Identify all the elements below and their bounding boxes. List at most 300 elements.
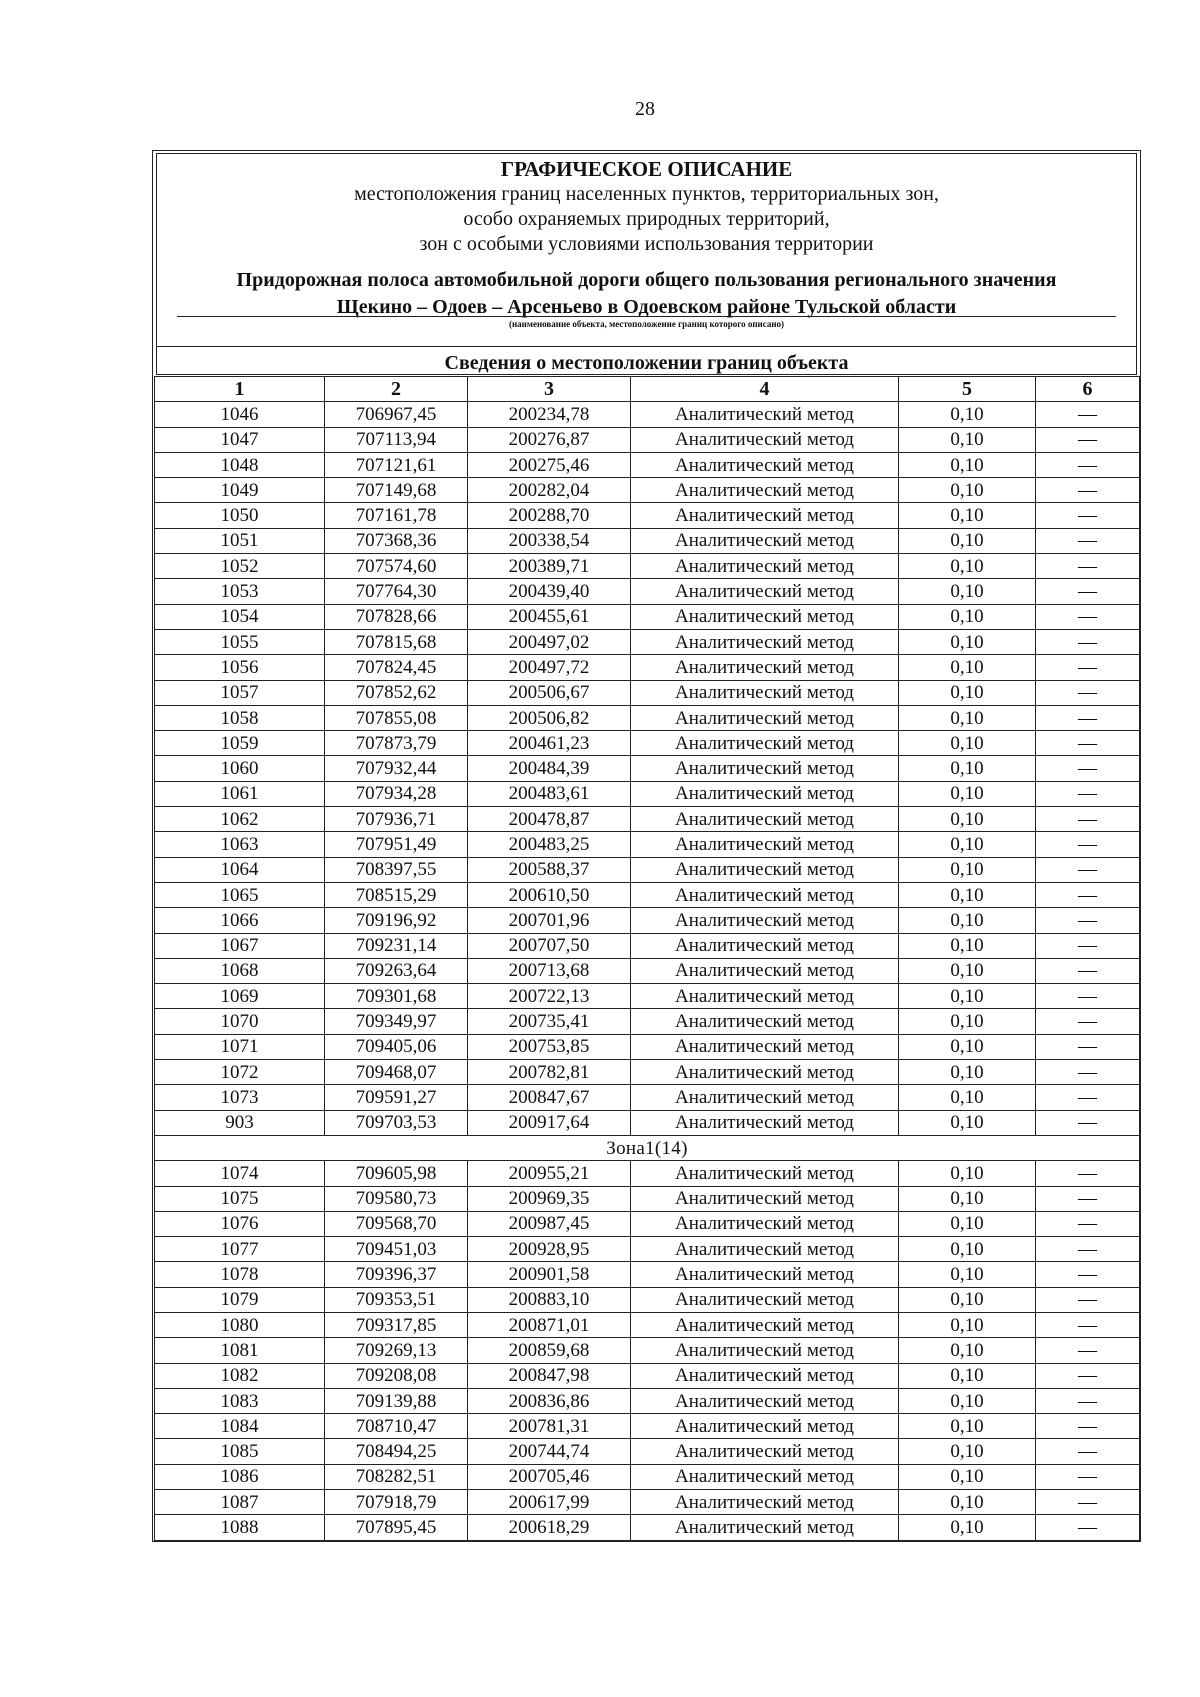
cell-col-1: 1064 [155, 857, 325, 882]
cell-col-4: Аналитический метод [631, 832, 899, 857]
cell-col-5: 0,10 [899, 554, 1036, 579]
document-header [156, 153, 1137, 375]
cell-col-4: Аналитический метод [631, 1464, 899, 1489]
cell-col-1: 1082 [155, 1363, 325, 1388]
cell-col-1: 1079 [155, 1287, 325, 1312]
cell-col-4: Аналитический метод [631, 1388, 899, 1413]
cell-col-1: 1081 [155, 1338, 325, 1363]
cell-col-3: 200455,61 [468, 604, 631, 629]
cell-col-3: 200883,10 [468, 1287, 631, 1312]
cell-col-5: 0,10 [899, 807, 1036, 832]
cell-col-3: 200969,35 [468, 1186, 631, 1211]
cell-col-3: 200338,54 [468, 528, 631, 553]
cell-col-2: 708397,55 [325, 857, 468, 882]
table-row [155, 629, 1140, 654]
table-row [155, 503, 1140, 528]
cell-col-4: Аналитический метод [631, 427, 899, 452]
cell-col-2: 709451,03 [325, 1237, 468, 1262]
cell-col-1: 903 [155, 1110, 325, 1135]
cell-col-5: 0,10 [899, 1186, 1036, 1211]
cell-col-3: 200617,99 [468, 1490, 631, 1515]
cell-col-5: 0,10 [899, 579, 1036, 604]
cell-col-3: 200483,61 [468, 781, 631, 806]
cell-col-1: 1088 [155, 1515, 325, 1540]
cell-col-6: — [1036, 781, 1140, 806]
table-row [155, 1161, 1140, 1186]
column-header-2: 2 [325, 377, 468, 402]
table-row [155, 756, 1140, 781]
cell-col-4: Аналитический метод [631, 1287, 899, 1312]
cell-col-5: 0,10 [899, 1211, 1036, 1236]
table-row [155, 1287, 1140, 1312]
cell-col-6: — [1036, 1464, 1140, 1489]
cell-col-1: 1078 [155, 1262, 325, 1287]
cell-col-4: Аналитический метод [631, 1034, 899, 1059]
cell-col-1: 1074 [155, 1161, 325, 1186]
cell-col-4: Аналитический метод [631, 958, 899, 983]
cell-col-3: 200955,21 [468, 1161, 631, 1186]
cell-col-1: 1055 [155, 629, 325, 654]
cell-col-1: 1069 [155, 984, 325, 1009]
cell-col-6: — [1036, 1262, 1140, 1287]
cell-col-5: 0,10 [899, 1060, 1036, 1085]
cell-col-6: — [1036, 857, 1140, 882]
cell-col-1: 1057 [155, 680, 325, 705]
subtitle-line-1: местоположения границ населенных пунктов, территориальных зон, [354, 183, 939, 205]
cell-col-5: 0,10 [899, 1237, 1036, 1262]
cell-col-5: 0,10 [899, 1085, 1036, 1110]
table-row [155, 655, 1140, 680]
cell-col-1: 1049 [155, 478, 325, 503]
cell-col-2: 709605,98 [325, 1161, 468, 1186]
cell-col-1: 1072 [155, 1060, 325, 1085]
table-row [155, 1363, 1140, 1388]
cell-col-6: — [1036, 655, 1140, 680]
cell-col-3: 200928,95 [468, 1237, 631, 1262]
cell-col-2: 707855,08 [325, 705, 468, 730]
cell-col-2: 707932,44 [325, 756, 468, 781]
cell-col-5: 0,10 [899, 478, 1036, 503]
table-row [155, 1060, 1140, 1085]
cell-col-4: Аналитический метод [631, 629, 899, 654]
cell-col-5: 0,10 [899, 1034, 1036, 1059]
cell-col-5: 0,10 [899, 958, 1036, 983]
cell-col-6: — [1036, 756, 1140, 781]
cell-col-2: 709139,88 [325, 1388, 468, 1413]
cell-col-6: — [1036, 984, 1140, 1009]
coordinates-table [154, 376, 1140, 1541]
cell-col-1: 1087 [155, 1490, 325, 1515]
table-row [155, 579, 1140, 604]
cell-col-2: 709591,27 [325, 1085, 468, 1110]
cell-col-2: 709317,85 [325, 1312, 468, 1337]
cell-col-2: 707815,68 [325, 629, 468, 654]
cell-col-6: — [1036, 1161, 1140, 1186]
cell-col-4: Аналитический метод [631, 1161, 899, 1186]
cell-col-3: 200275,46 [468, 452, 631, 477]
cell-col-6: — [1036, 427, 1140, 452]
cell-col-3: 200782,81 [468, 1060, 631, 1085]
cell-col-4: Аналитический метод [631, 1060, 899, 1085]
cell-col-3: 200735,41 [468, 1009, 631, 1034]
cell-col-2: 708710,47 [325, 1414, 468, 1439]
cell-col-1: 1083 [155, 1388, 325, 1413]
cell-col-3: 200610,50 [468, 882, 631, 907]
cell-col-6: — [1036, 402, 1140, 427]
table-row [155, 680, 1140, 705]
cell-col-2: 707934,28 [325, 781, 468, 806]
table-row [155, 731, 1140, 756]
cell-col-6: — [1036, 1363, 1140, 1388]
cell-col-5: 0,10 [899, 1312, 1036, 1337]
cell-col-4: Аналитический метод [631, 1110, 899, 1135]
cell-col-5: 0,10 [899, 908, 1036, 933]
table-row [155, 1490, 1140, 1515]
cell-col-1: 1077 [155, 1237, 325, 1262]
cell-col-4: Аналитический метод [631, 1085, 899, 1110]
cell-col-4: Аналитический метод [631, 705, 899, 730]
cell-col-5: 0,10 [899, 402, 1036, 427]
cell-col-2: 707121,61 [325, 452, 468, 477]
cell-col-2: 707918,79 [325, 1490, 468, 1515]
cell-col-5: 0,10 [899, 1414, 1036, 1439]
cell-col-5: 0,10 [899, 1464, 1036, 1489]
cell-col-4: Аналитический метод [631, 680, 899, 705]
cell-col-3: 200987,45 [468, 1211, 631, 1236]
cell-col-5: 0,10 [899, 984, 1036, 1009]
cell-col-2: 707149,68 [325, 478, 468, 503]
table-row [155, 402, 1140, 427]
table-row [155, 1515, 1140, 1540]
table-row [155, 604, 1140, 629]
table-row [155, 882, 1140, 907]
cell-col-1: 1053 [155, 579, 325, 604]
cell-col-6: — [1036, 807, 1140, 832]
cell-col-4: Аналитический метод [631, 503, 899, 528]
cell-col-2: 707368,36 [325, 528, 468, 553]
cell-col-4: Аналитический метод [631, 1490, 899, 1515]
table-row [155, 1414, 1140, 1439]
cell-col-2: 709349,97 [325, 1009, 468, 1034]
cell-col-3: 200439,40 [468, 579, 631, 604]
table-row [155, 1439, 1140, 1464]
cell-col-5: 0,10 [899, 933, 1036, 958]
cell-col-4: Аналитический метод [631, 756, 899, 781]
cell-col-3: 200705,46 [468, 1464, 631, 1489]
cell-col-1: 1060 [155, 756, 325, 781]
cell-col-6: — [1036, 1388, 1140, 1413]
cell-col-3: 200288,70 [468, 503, 631, 528]
table-row [155, 705, 1140, 730]
cell-col-5: 0,10 [899, 1161, 1036, 1186]
cell-col-4: Аналитический метод [631, 1211, 899, 1236]
cell-col-6: — [1036, 908, 1140, 933]
subtitle-line-2: особо охраняемых природных территорий, [463, 208, 830, 230]
table-row [155, 1464, 1140, 1489]
column-header-4: 4 [631, 377, 899, 402]
cell-col-6: — [1036, 1237, 1140, 1262]
table-header-row [155, 377, 1140, 402]
cell-col-5: 0,10 [899, 427, 1036, 452]
cell-col-5: 0,10 [899, 1110, 1036, 1135]
cell-col-2: 709208,08 [325, 1363, 468, 1388]
cell-col-6: — [1036, 1009, 1140, 1034]
table-row [155, 857, 1140, 882]
cell-col-4: Аналитический метод [631, 604, 899, 629]
table-row [155, 1237, 1140, 1262]
cell-col-2: 709405,06 [325, 1034, 468, 1059]
cell-col-3: 200276,87 [468, 427, 631, 452]
cell-col-2: 709231,14 [325, 933, 468, 958]
cell-col-3: 200859,68 [468, 1338, 631, 1363]
cell-col-5: 0,10 [899, 1287, 1036, 1312]
cell-col-2: 707951,49 [325, 832, 468, 857]
cell-col-5: 0,10 [899, 1363, 1036, 1388]
cell-col-2: 709353,51 [325, 1287, 468, 1312]
cell-col-2: 707828,66 [325, 604, 468, 629]
object-name-line-1: Придорожная полоса автомобильной дороги общего пользования регионального значения [236, 269, 1057, 291]
table-row [155, 807, 1140, 832]
cell-col-6: — [1036, 1287, 1140, 1312]
cell-col-2: 706967,45 [325, 402, 468, 427]
cell-col-6: — [1036, 1034, 1140, 1059]
cell-col-5: 0,10 [899, 756, 1036, 781]
cell-col-5: 0,10 [899, 1490, 1036, 1515]
cell-col-3: 200744,74 [468, 1439, 631, 1464]
cell-col-6: — [1036, 680, 1140, 705]
cell-col-5: 0,10 [899, 882, 1036, 907]
cell-col-2: 707113,94 [325, 427, 468, 452]
cell-col-6: — [1036, 1439, 1140, 1464]
cell-col-1: 1063 [155, 832, 325, 857]
column-header-6: 6 [1036, 377, 1140, 402]
cell-col-2: 709269,13 [325, 1338, 468, 1363]
cell-col-3: 200588,37 [468, 857, 631, 882]
cell-col-3: 200847,67 [468, 1085, 631, 1110]
table-row [155, 1262, 1140, 1287]
cell-col-5: 0,10 [899, 705, 1036, 730]
cell-col-1: 1067 [155, 933, 325, 958]
table-row [155, 908, 1140, 933]
cell-col-3: 200478,87 [468, 807, 631, 832]
cell-col-3: 200282,04 [468, 478, 631, 503]
cell-col-6: — [1036, 478, 1140, 503]
cell-col-1: 1048 [155, 452, 325, 477]
cell-col-2: 709468,07 [325, 1060, 468, 1085]
cell-col-2: 707873,79 [325, 731, 468, 756]
cell-col-5: 0,10 [899, 731, 1036, 756]
cell-col-3: 200484,39 [468, 756, 631, 781]
cell-col-4: Аналитический метод [631, 984, 899, 1009]
cell-col-2: 707764,30 [325, 579, 468, 604]
table-row [155, 478, 1140, 503]
table-row [155, 1009, 1140, 1034]
cell-col-6: — [1036, 528, 1140, 553]
table-row [155, 1312, 1140, 1337]
table-row [155, 1110, 1140, 1135]
cell-col-3: 200847,98 [468, 1363, 631, 1388]
table-row [155, 1085, 1140, 1110]
cell-col-1: 1054 [155, 604, 325, 629]
cell-col-4: Аналитический метод [631, 1439, 899, 1464]
cell-col-1: 1050 [155, 503, 325, 528]
cell-col-2: 707824,45 [325, 655, 468, 680]
cell-col-3: 200461,23 [468, 731, 631, 756]
cell-col-1: 1076 [155, 1211, 325, 1236]
cell-col-5: 0,10 [899, 604, 1036, 629]
cell-col-6: — [1036, 604, 1140, 629]
cell-col-2: 707574,60 [325, 554, 468, 579]
table-row [155, 452, 1140, 477]
cell-col-6: — [1036, 503, 1140, 528]
cell-col-3: 200753,85 [468, 1034, 631, 1059]
cell-col-2: 708515,29 [325, 882, 468, 907]
object-name [157, 267, 1136, 321]
cell-col-4: Аналитический метод [631, 933, 899, 958]
cell-col-2: 708494,25 [325, 1439, 468, 1464]
cell-col-2: 707161,78 [325, 503, 468, 528]
cell-col-4: Аналитический метод [631, 1414, 899, 1439]
cell-col-1: 1070 [155, 1009, 325, 1034]
cell-col-1: 1086 [155, 1464, 325, 1489]
cell-col-4: Аналитический метод [631, 452, 899, 477]
cell-col-3: 200871,01 [468, 1312, 631, 1337]
cell-col-3: 200917,64 [468, 1110, 631, 1135]
cell-col-2: 709703,53 [325, 1110, 468, 1135]
cell-col-4: Аналитический метод [631, 528, 899, 553]
cell-col-6: — [1036, 1060, 1140, 1085]
cell-col-4: Аналитический метод [631, 807, 899, 832]
zone-label: Зона1(14) [155, 1135, 1140, 1160]
cell-col-5: 0,10 [899, 857, 1036, 882]
cell-col-1: 1056 [155, 655, 325, 680]
cell-col-5: 0,10 [899, 1439, 1036, 1464]
cell-col-5: 0,10 [899, 1338, 1036, 1363]
cell-col-3: 200836,86 [468, 1388, 631, 1413]
table-row [155, 427, 1140, 452]
cell-col-3: 200234,78 [468, 402, 631, 427]
cell-col-2: 708282,51 [325, 1464, 468, 1489]
cell-col-2: 709568,70 [325, 1211, 468, 1236]
cell-col-3: 200701,96 [468, 908, 631, 933]
table-row [155, 1211, 1140, 1236]
cell-col-1: 1073 [155, 1085, 325, 1110]
cell-col-1: 1065 [155, 882, 325, 907]
cell-col-1: 1068 [155, 958, 325, 983]
cell-col-6: — [1036, 832, 1140, 857]
object-name-underline [177, 316, 1116, 317]
column-header-1: 1 [155, 377, 325, 402]
cell-col-1: 1059 [155, 731, 325, 756]
cell-col-3: 200483,25 [468, 832, 631, 857]
table-row [155, 528, 1140, 553]
object-name-line-2: Щекино – Одоев – Арсеньево в Одоевском районе Тульской области [336, 296, 957, 318]
cell-col-4: Аналитический метод [631, 908, 899, 933]
cell-col-2: 709263,64 [325, 958, 468, 983]
cell-col-1: 1075 [155, 1186, 325, 1211]
cell-col-5: 0,10 [899, 1262, 1036, 1287]
cell-col-5: 0,10 [899, 629, 1036, 654]
cell-col-4: Аналитический метод [631, 478, 899, 503]
cell-col-4: Аналитический метод [631, 1009, 899, 1034]
cell-col-3: 200781,31 [468, 1414, 631, 1439]
table-row [155, 1338, 1140, 1363]
cell-col-6: — [1036, 1490, 1140, 1515]
header-divider [157, 346, 1136, 347]
cell-col-1: 1062 [155, 807, 325, 832]
cell-col-6: — [1036, 1338, 1140, 1363]
column-header-5: 5 [899, 377, 1036, 402]
cell-col-1: 1084 [155, 1414, 325, 1439]
cell-col-1: 1066 [155, 908, 325, 933]
cell-col-1: 1051 [155, 528, 325, 553]
cell-col-6: — [1036, 554, 1140, 579]
cell-col-1: 1046 [155, 402, 325, 427]
cell-col-3: 200707,50 [468, 933, 631, 958]
cell-col-3: 200722,13 [468, 984, 631, 1009]
cell-col-4: Аналитический метод [631, 1262, 899, 1287]
cell-col-6: — [1036, 882, 1140, 907]
cell-col-6: — [1036, 705, 1140, 730]
cell-col-6: — [1036, 452, 1140, 477]
column-header-3: 3 [468, 377, 631, 402]
cell-col-3: 200506,67 [468, 680, 631, 705]
cell-col-6: — [1036, 1414, 1140, 1439]
cell-col-3: 200506,82 [468, 705, 631, 730]
cell-col-6: — [1036, 1515, 1140, 1540]
cell-col-4: Аналитический метод [631, 655, 899, 680]
cell-col-1: 1080 [155, 1312, 325, 1337]
cell-col-6: — [1036, 1110, 1140, 1135]
cell-col-1: 1071 [155, 1034, 325, 1059]
table-row [155, 832, 1140, 857]
cell-col-4: Аналитический метод [631, 1237, 899, 1262]
table-row [155, 958, 1140, 983]
cell-col-6: — [1036, 958, 1140, 983]
cell-col-5: 0,10 [899, 503, 1036, 528]
document-title: ГРАФИЧЕСКОЕ ОПИСАНИЕ [500, 157, 793, 181]
cell-col-3: 200713,68 [468, 958, 631, 983]
cell-col-5: 0,10 [899, 452, 1036, 477]
cell-col-5: 0,10 [899, 528, 1036, 553]
cell-col-1: 1047 [155, 427, 325, 452]
table-row [155, 554, 1140, 579]
cell-col-5: 0,10 [899, 1009, 1036, 1034]
cell-col-3: 200389,71 [468, 554, 631, 579]
cell-col-4: Аналитический метод [631, 1363, 899, 1388]
table-row [155, 984, 1140, 1009]
cell-col-4: Аналитический метод [631, 731, 899, 756]
cell-col-4: Аналитический метод [631, 1515, 899, 1540]
cell-col-6: — [1036, 1312, 1140, 1337]
cell-col-6: — [1036, 1211, 1140, 1236]
cell-col-6: — [1036, 933, 1140, 958]
cell-col-6: — [1036, 1085, 1140, 1110]
cell-col-5: 0,10 [899, 655, 1036, 680]
cell-col-4: Аналитический метод [631, 402, 899, 427]
table-row [155, 1186, 1140, 1211]
cell-col-4: Аналитический метод [631, 1338, 899, 1363]
cell-col-2: 707895,45 [325, 1515, 468, 1540]
cell-col-6: — [1036, 731, 1140, 756]
cell-col-2: 709196,92 [325, 908, 468, 933]
cell-col-4: Аналитический метод [631, 1186, 899, 1211]
cell-col-5: 0,10 [899, 680, 1036, 705]
zone-row [155, 1135, 1140, 1160]
cell-col-2: 707936,71 [325, 807, 468, 832]
cell-col-5: 0,10 [899, 1515, 1036, 1540]
cell-col-2: 707852,62 [325, 680, 468, 705]
